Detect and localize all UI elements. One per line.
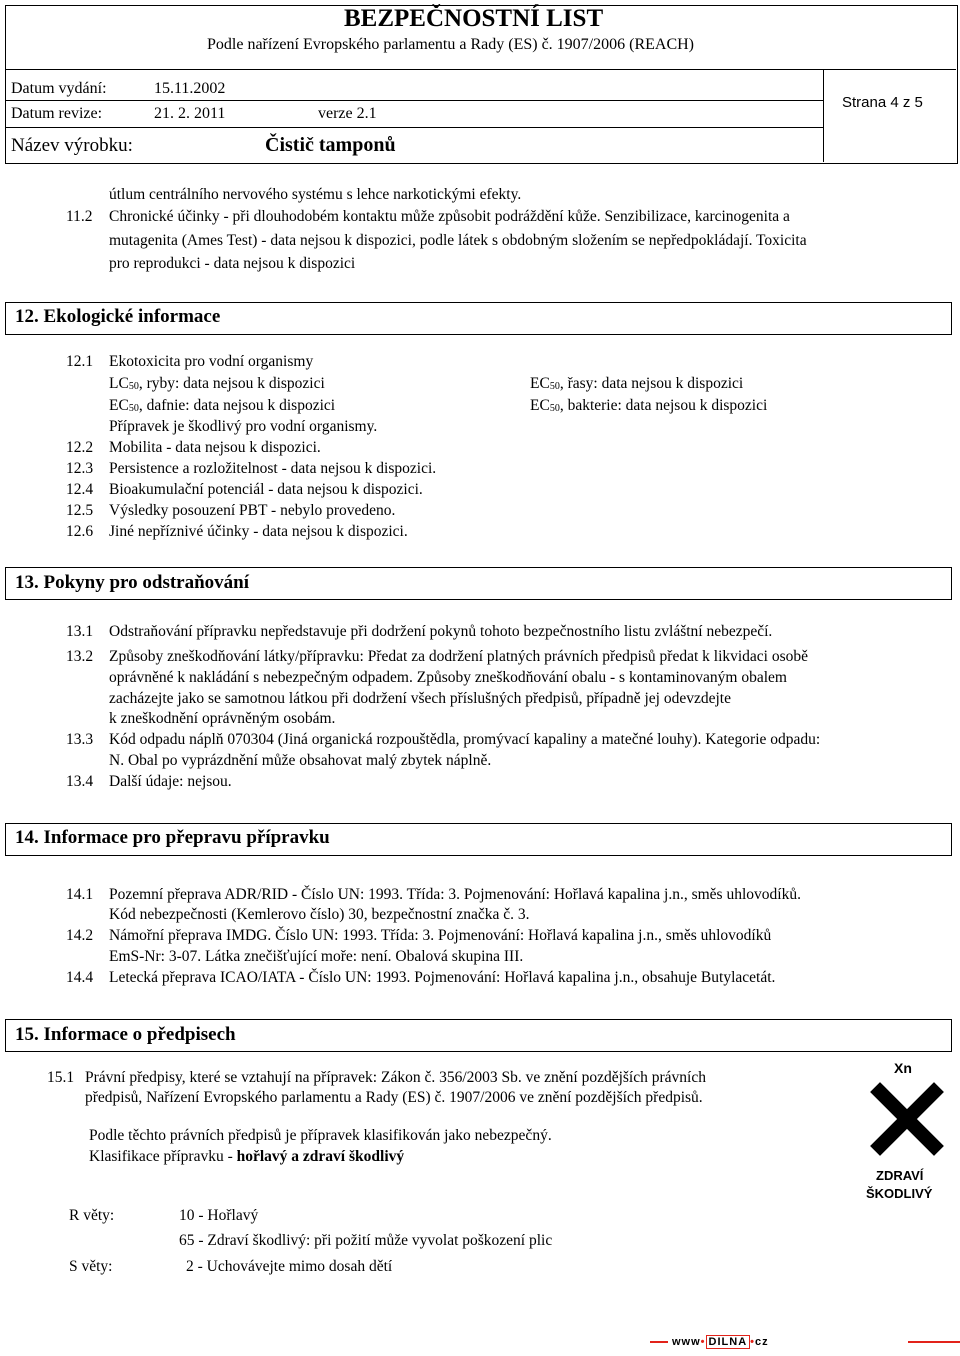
saint-andrews-cross-icon xyxy=(866,1078,948,1160)
other-effects: Jiné nepříznivé účinky - data nejsou k dispozici. xyxy=(109,523,408,540)
header-divider-2 xyxy=(5,127,823,128)
footer-logo[interactable] xyxy=(672,1336,769,1348)
item-number: 12.2 xyxy=(66,439,94,456)
item-number: 12.4 xyxy=(66,481,94,498)
ec50-bacteria: $EC_{50}$, bakterie: data nejsou k dispozici xyxy=(530,397,768,414)
item-number: 14.1 xyxy=(66,886,94,903)
classification-value: hořlavý a zdraví škodlivý xyxy=(236,1148,405,1165)
item-number: 13.1 xyxy=(66,623,94,640)
other-info: Další údaje: nejsou. xyxy=(109,773,232,790)
disposal-methods: k zneškodnění oprávněným osobám. xyxy=(109,710,336,727)
footer-www: www xyxy=(672,1336,701,1348)
classification: Klasifikace přípravku - hořlavý a zdraví škodlivý xyxy=(89,1148,405,1165)
document-title: BEZPEČNOSTNÍ LIST xyxy=(344,5,604,32)
hazard-code: Xn xyxy=(894,1060,912,1076)
hazard-pictogram xyxy=(866,1060,948,1210)
sea-transport: EmS-Nr: 3-07. Látka znečišťující moře: není. Obalová skupina III. xyxy=(109,948,524,965)
air-transport: Letecká přeprava ICAO/IATA - Číslo UN: 1993. Pojmenování: Hořlavá kapalina j.n., obsahuje Butylacetát. xyxy=(109,969,776,986)
harmful-statement: Přípravek je škodlivý pro vodní organismy. xyxy=(109,418,378,435)
chronic-effects: pro reprodukci - data nejsou k dispozici xyxy=(109,255,356,272)
persistence: Persistence a rozložitelnost - data nejsou k dispozici. xyxy=(109,460,437,477)
waste-code: Kód odpadu náplň 070304 (Jiná organická rozpouštědla, promývací kapaliny a matečné louhy). Kategorie odpadu: xyxy=(109,731,821,748)
r-phrase: 65 - Zdraví škodlivý: při požití může vyvolat poškození plic xyxy=(179,1232,553,1249)
revision-date-label: Datum revize: xyxy=(11,105,103,122)
chronic-effects: Chronické účinky - při dlouhodobém kontaktu může způsobit podráždění kůže. Senzibilizace, karcinogenita a xyxy=(109,208,790,225)
item-number: 12.6 xyxy=(66,523,94,540)
section-15-title: 15. Informace o předpisech xyxy=(15,1024,236,1045)
toxicology-continued: útlum centrálního nervového systému s lehce narkotickými efekty. xyxy=(109,186,522,203)
section-14-title: 14. Informace pro přepravu přípravku xyxy=(15,827,330,848)
mobility: Mobilita - data nejsou k dispozici. xyxy=(109,439,321,456)
item-number: 14.4 xyxy=(66,969,94,986)
item-number: 13.2 xyxy=(66,648,94,665)
disposal-methods: zacházejte jako se samotnou látkou při dodržení všech příslušných předpisů, případně jej odevzdejte xyxy=(109,690,731,707)
chronic-effects: mutagenita (Ames Test) - data nejsou k dispozici, podle látek s obdobným složením se nepředpokládají. Toxicita xyxy=(109,232,807,249)
waste-code: N. Obal po vyprázdnění může obsahovat malý zbytek náplně. xyxy=(109,752,492,769)
ec50-algae: $EC_{50}$, řasy: data nejsou k dispozici xyxy=(530,375,744,392)
footer-bullet-icon: • xyxy=(700,1336,706,1348)
s-phrases-label: S věty: xyxy=(69,1258,113,1275)
section-12-title: 12. Ekologické informace xyxy=(15,306,221,327)
ec50-daphnia: $EC_{50}$, dafnie: data nejsou k dispozici xyxy=(109,397,336,414)
item-number: 12.5 xyxy=(66,502,94,519)
road-transport: Pozemní přeprava ADR/RID - Číslo UN: 1993. Třída: 3. Pojmenování: Hořlavá kapalina j.n., směs uhlovodíků. xyxy=(109,886,801,903)
product-name: Čistič tamponů xyxy=(265,134,396,156)
r-phrases-label: R věty: xyxy=(69,1207,115,1224)
disposal-note: Odstraňování přípravku nepředstavuje při dodržení pokynů tohoto bezpečnostního listu zvláštní nebezpečí. xyxy=(109,623,773,640)
version: verze 2.1 xyxy=(318,105,377,122)
road-transport: Kód nebezpečnosti (Kemlerovo číslo) 30, bezpečnostní značka č. 3. xyxy=(109,906,530,923)
footer-tld: cz xyxy=(755,1336,769,1348)
item-number: 13.3 xyxy=(66,731,94,748)
item-number: 12.1 xyxy=(66,353,94,370)
footer-bullet-icon: • xyxy=(750,1336,755,1348)
section-13-title: 13. Pokyny pro odstraňování xyxy=(15,572,250,593)
product-label: Název výrobku: xyxy=(11,135,133,156)
legal-regulations: předpisů, Nařízení Evropského parlamentu a Rady (ES) č. 1907/2006 ve znění pozdějších předpisů. xyxy=(85,1089,703,1106)
hazard-caption-line1: ZDRAVÍ xyxy=(876,1168,924,1183)
classification-statement: Podle těchto právních předpisů je přípravek klasifikován jako nebezpečný. xyxy=(89,1127,552,1144)
r-phrase: 10 - Hořlavý xyxy=(179,1207,259,1224)
issue-date-label: Datum vydání: xyxy=(11,80,107,97)
item-number: 12.3 xyxy=(66,460,94,477)
document-subtitle: Podle nařízení Evropského parlamentu a Rady (ES) č. 1907/2006 (REACH) xyxy=(207,36,694,53)
disposal-methods: Způsoby zneškodňování látky/přípravku: Předat za dodržení platných právních předpisů předat k likvidaci osobě xyxy=(109,648,809,665)
header-divider-1 xyxy=(5,100,823,101)
issue-date: 15.11.2002 xyxy=(154,80,226,97)
bioaccumulation: Bioakumulační potenciál - data nejsou k dispozici. xyxy=(109,481,423,498)
footer-brand: DILNA xyxy=(706,1335,751,1349)
header-divider-top xyxy=(5,69,956,70)
item-number: 15.1 xyxy=(47,1069,75,1086)
sea-transport: Námořní přeprava IMDG. Číslo UN: 1993. Třída: 3. Pojmenování: Hořlavá kapalina j.n., směs uhlovodíků xyxy=(109,927,772,944)
revision-date: 21. 2. 2011 xyxy=(154,105,226,122)
item-number: 11.2 xyxy=(66,208,93,225)
pbt-assessment: Výsledky posouzení PBT - nebylo provedeno. xyxy=(109,502,396,519)
disposal-methods: oprávněné k nakládání s nebezpečným odpadem. Způsoby zneškodňování obalu - s kontaminovaným obalem xyxy=(109,669,787,686)
page-number: Strana 4 z 5 xyxy=(842,94,923,111)
ecotoxicity-heading: Ekotoxicita pro vodní organismy xyxy=(109,353,314,370)
item-number: 13.4 xyxy=(66,773,94,790)
legal-regulations: Právní předpisy, které se vztahují na přípravek: Zákon č. 356/2003 Sb. ve znění pozdějších právních xyxy=(85,1069,706,1086)
page-number-box xyxy=(823,69,957,162)
item-number: 14.2 xyxy=(66,927,94,944)
hazard-caption-line2: ŠKODLIVÝ xyxy=(866,1186,933,1201)
s-phrase: 2 - Uchovávejte mimo dosah dětí xyxy=(186,1258,393,1275)
lc50-fish: $LC_{50}$, ryby: data nejsou k dispozici xyxy=(109,375,325,392)
